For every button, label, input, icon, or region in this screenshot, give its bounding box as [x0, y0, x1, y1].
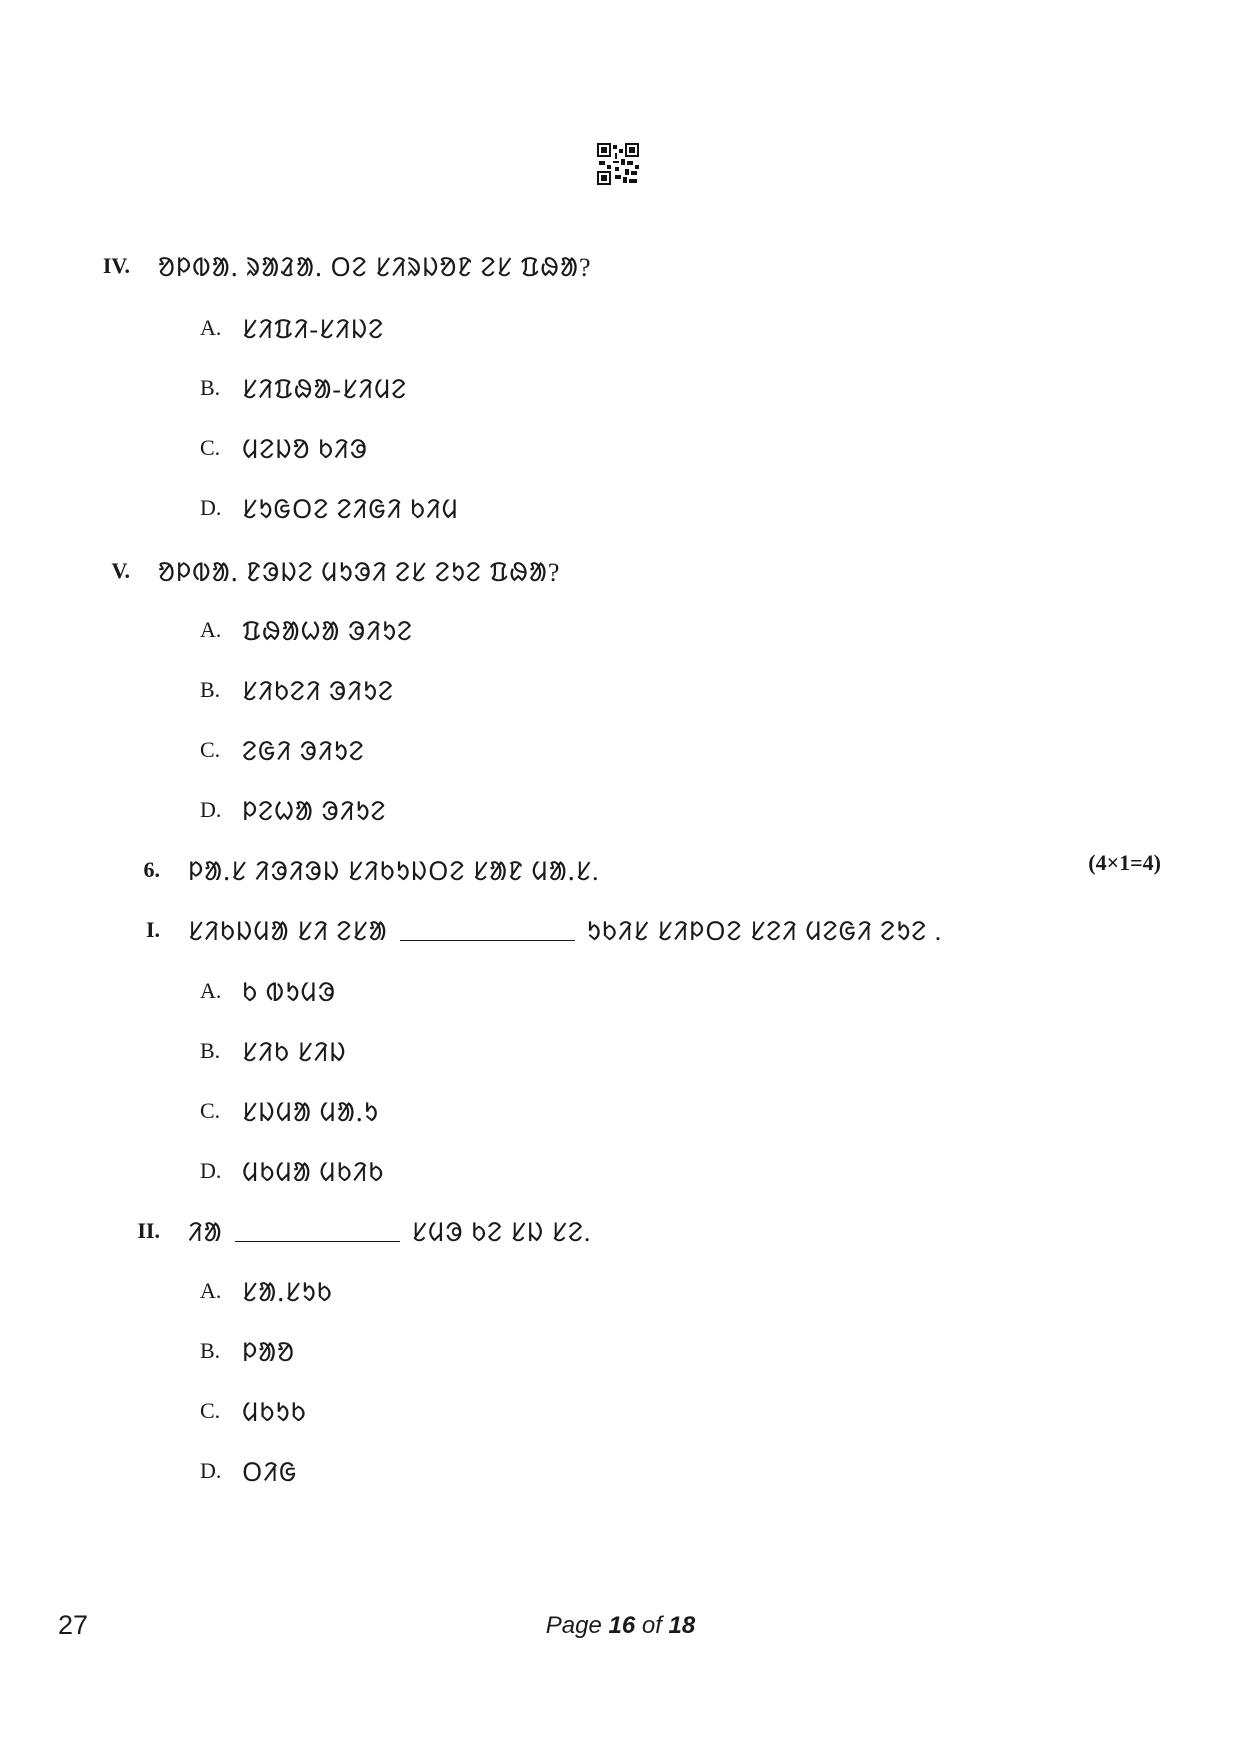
- option-a[interactable]: [200, 973, 336, 1009]
- option-letter: C.: [200, 1398, 221, 1423]
- page-indicator: [0, 1612, 1241, 1640]
- option-letter: A.: [200, 617, 222, 642]
- answer-blank[interactable]: [400, 920, 575, 941]
- option-text: ᱠ ᱵᱩᱢᱳ: [242, 978, 337, 1007]
- question-number: II.: [137, 1218, 160, 1243]
- section-heading: [100, 852, 599, 888]
- option-text: ᱞᱟᱚ: [242, 1338, 296, 1367]
- option-letter: C.: [200, 1098, 221, 1123]
- section-number: 6.: [143, 857, 160, 882]
- option-text: ᱢᱠᱢᱟ ᱢᱠᱤᱠ: [242, 1158, 385, 1187]
- question-stem: ᱚᱞᱵᱟᱹ ᱨᱟᱲᱟᱹ ᱛᱮ ᱥᱤᱨᱡᱚᱱ ᱮᱥ ᱯᱷᱟ?: [158, 253, 592, 282]
- option-d[interactable]: [200, 1153, 384, 1189]
- option-text: ᱥᱟᱹᱥᱩᱠ: [242, 1278, 333, 1307]
- page-total: 18: [668, 1612, 696, 1639]
- qr-code-icon: [597, 143, 639, 185]
- page-current: 16: [608, 1612, 636, 1639]
- fill-question-i: [100, 912, 942, 948]
- option-a[interactable]: [200, 1273, 333, 1309]
- option-letter: D.: [200, 1158, 222, 1183]
- option-text: ᱞᱮᱦᱟ ᱳᱤᱩᱮ: [242, 797, 387, 826]
- option-b[interactable]: [200, 370, 407, 406]
- section-stem: ᱞᱟᱹᱥ ᱤᱳᱤᱳᱡ ᱥᱤᱠᱩᱡᱛᱮ ᱥᱟᱱ ᱢᱟᱹᱥ.: [188, 857, 600, 886]
- option-text: ᱥᱤᱠ ᱥᱤᱡ: [242, 1038, 347, 1067]
- option-letter: D.: [200, 797, 222, 822]
- option-d[interactable]: [200, 792, 387, 828]
- option-letter: A.: [200, 978, 222, 1003]
- question-iv: [70, 248, 591, 284]
- option-text: ᱢᱮᱡᱚ ᱠᱤᱳ: [242, 435, 369, 464]
- question-number: V.: [111, 558, 130, 583]
- paper-code: 27: [58, 1610, 89, 1640]
- option-letter: B.: [200, 1038, 221, 1063]
- question-stem: ᱚᱞᱵᱟᱹ ᱱᱳᱡᱮ ᱢᱩᱳᱤ ᱮᱥ ᱮᱩᱮ ᱯᱷᱟ?: [158, 558, 561, 587]
- option-text: ᱥᱤᱠᱮᱤ ᱳᱤᱩᱮ: [242, 677, 394, 706]
- question-before-blank: ᱥᱤᱠᱡᱢᱟ ᱥᱤ ᱮᱥᱟ: [188, 917, 388, 946]
- question-v: [70, 553, 560, 589]
- question-number: IV.: [102, 253, 130, 278]
- option-text: ᱥᱡᱢᱟ ᱢᱟᱹᱩ: [242, 1098, 379, 1127]
- option-letter: B.: [200, 375, 221, 400]
- option-letter: B.: [200, 1338, 221, 1363]
- page-word: Page: [545, 1612, 602, 1639]
- question-number: I.: [145, 917, 160, 942]
- option-a[interactable]: [200, 310, 384, 346]
- option-c[interactable]: [200, 732, 365, 768]
- of-word: of: [641, 1612, 662, 1639]
- option-b[interactable]: [200, 1033, 347, 1069]
- question-after-blank: ᱥᱢᱳ ᱠᱮ ᱥᱡ ᱥᱮ.: [411, 1218, 592, 1247]
- option-text: ᱥᱩᱜᱛᱮ ᱮᱤᱜᱤ ᱠᱤᱢ: [242, 495, 459, 524]
- option-d[interactable]: [200, 490, 459, 526]
- option-letter: D.: [200, 1458, 222, 1483]
- option-letter: D.: [200, 495, 222, 520]
- option-letter: A.: [200, 1278, 222, 1303]
- question-before-blank: ᱤᱟ: [188, 1218, 223, 1247]
- option-b[interactable]: [200, 1333, 295, 1369]
- option-c[interactable]: [200, 1393, 307, 1429]
- answer-blank[interactable]: [235, 1221, 400, 1242]
- option-b[interactable]: [200, 672, 394, 708]
- option-text: ᱯᱷᱟᱦᱟ ᱳᱤᱩᱮ: [242, 617, 413, 646]
- option-text: ᱥᱤᱯᱤ-ᱥᱤᱡᱮ: [242, 315, 385, 344]
- option-c[interactable]: [200, 1093, 379, 1129]
- option-text: ᱥᱤᱯᱷᱟ-ᱥᱤᱢᱮ: [242, 375, 408, 404]
- option-text: ᱮᱜᱤ ᱳᱤᱩᱮ: [242, 737, 365, 766]
- option-letter: C.: [200, 435, 221, 460]
- option-text: ᱛᱤᱜ: [242, 1458, 298, 1487]
- option-text: ᱢᱠᱩᱠ: [242, 1398, 307, 1427]
- option-letter: B.: [200, 677, 221, 702]
- option-letter: A.: [200, 315, 222, 340]
- option-d[interactable]: [200, 1453, 297, 1489]
- option-c[interactable]: [200, 430, 368, 466]
- fill-question-ii: [100, 1213, 591, 1249]
- question-after-blank: ᱩᱠᱤᱥ ᱥᱤᱞᱛᱮ ᱥᱮᱤ ᱢᱮᱜᱤ ᱮᱩᱮ .: [586, 917, 943, 946]
- option-letter: C.: [200, 737, 221, 762]
- section-marks: (4×1=4): [1088, 850, 1161, 875]
- option-a[interactable]: [200, 612, 413, 648]
